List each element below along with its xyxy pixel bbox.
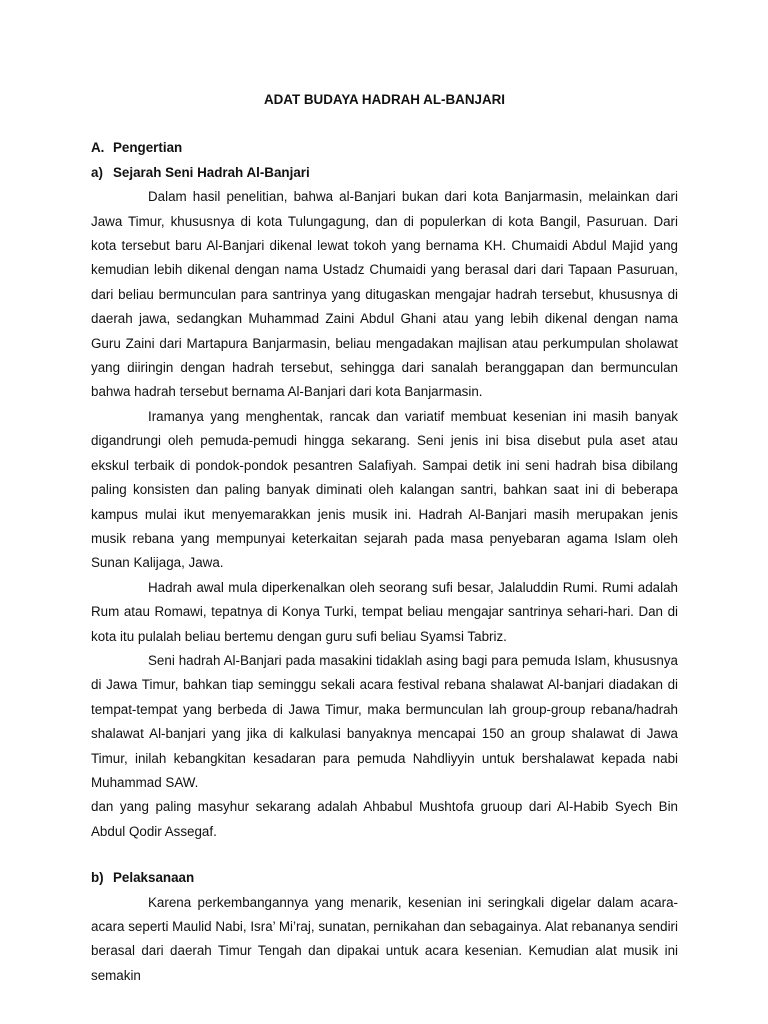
subsection-label: Sejarah Seni Hadrah Al-Banjari [113,164,310,180]
section-label: Pengertian [113,140,183,156]
subsection-marker: b) [91,870,104,886]
subsection-marker: a) [91,164,103,180]
subsection-heading-sejarah [91,161,678,185]
paragraph: Dalam hasil penelitian, bahwa al-Banjari bukan dari kota Banjarmasin, melainkan dari Jawa Timur, khususnya di kota Tulungagung, dan di populerkan di kota Bangil, Pasuruan. Dari kota tersebut baru Al-Banjari dikenal lewat tokoh yang bernama KH. Chumaidi Abdul Majid yang kemudian lebih dikenal dengan nama Ustadz Chumaidi yang berasal dari dari Tapaan Pasuruan, dari beliau bermunculan para santrinya yang ditugaskan mengajar hadrah tersebut, khususnya di daerah jawa, sedangkan Muhammad Zaini Abdul Ghani atau yang lebih dikenal dengan nama Guru Zaini dari Martapura Banjarmasin, beliau mengadakan majlisan atau perkumpulan sholawat yang diiringin dengan hadrah tersebut, sehingga dari sanalah beranggapan dan bermunculan bahwa hadrah tersebut bernama Al-Banjari dari kota Banjarmasin. [91,189,678,400]
paragraph: Karena perkembangannya yang menarik, kesenian ini seringkali digelar dalam acara-acara seperti Maulid Nabi, Isra’ Mi’raj, sunatan, pernikahan dan sebagainya. Alat rebananya sendiri berasal dari daerah Timur Tengah dan dipakai untuk acara kesenian. Kemudian alat musik ini semakin [91,894,678,983]
closing-paragraph: dan yang paling masyhur sekarang adalah Ahbabul Mushtofa gruoup dari Al-Habib Syech Bin Abdul Qodir Assegaf. [91,799,678,839]
document-body [91,88,678,988]
paragraph: Seni hadrah Al-Banjari pada masakini tidaklah asing bagi para pemuda Islam, khususnya di Jawa Timur, bahkan tiap seminggu sekali acara festival rebana shalawat Al-banjari diadakan di tempat-tempat yang berbeda di Jawa Timur, maka bermunculan lah group-group rebana/hadrah shalawat Al-banjari yang jika di kalkulasi banyaknya mencapai 150 an group shalawat di Jawa Timur, inilah kebangkitan kesadaran para pemuda Nahdliyyin untuk bershalawat kepada nabi Muhammad SAW. [91,652,678,790]
subsection-label: Pelaksanaan [113,870,195,886]
section-marker: A. [91,140,105,156]
subsection-heading-pelaksanaan [91,866,678,890]
document-title: ADAT BUDAYA HADRAH AL-BANJARI [263,92,506,107]
section-heading-pengertian [91,136,678,160]
paragraph: Hadrah awal mula diperkenalkan oleh seorang sufi besar, Jalaluddin Rumi. Rumi adalah Rum atau Romawi, tepatnya di Konya Turki, tempat beliau mengajar santrinya sehari-hari. Dan di kota itu pulalah beliau bertemu dengan guru sufi beliau Syamsi Tabriz. [91,579,678,644]
paragraph: Iramanya yang menghentak, rancak dan variatif membuat kesenian ini masih banyak digandrungi oleh pemuda-pemudi hingga sekarang. Seni jenis ini bisa disebut pula aset atau ekskul terbaik di pondok-pondok pesantren Salafiyah. Sampai detik ini seni hadrah bisa dibilang paling konsisten dan paling banyak diminati oleh kalangan santri, bahkan saat ini di beberapa kampus mulai ikut menyemarakkan jenis musik ini. Hadrah Al-Banjari masih merupakan jenis musik rebana yang mempunyai keterkaitan sejarah pada masa penyebaran agama Islam oleh Sunan Kalijaga, Jawa. [91,408,678,571]
spacer [91,844,678,866]
